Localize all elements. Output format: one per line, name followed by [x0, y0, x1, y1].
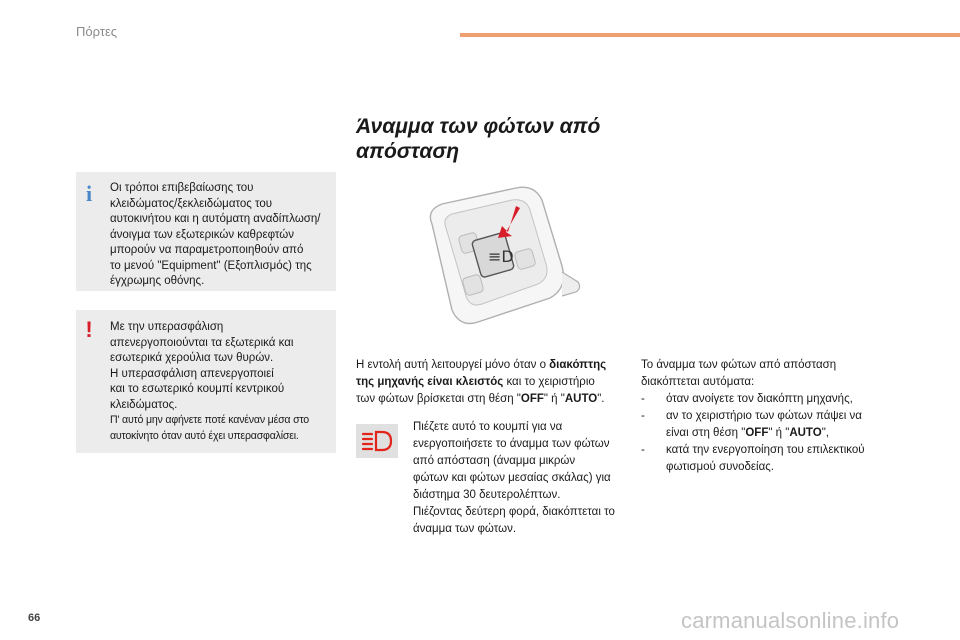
press-line: ενεργοποιήσετε το άναμμα των φώτων	[413, 438, 610, 450]
press-line: από απόσταση (άναμμα μικρών	[413, 455, 576, 467]
exclamation-icon: !	[85, 317, 93, 342]
info-text	[110, 181, 334, 290]
press-line: διάστημα 30 δευτερολέπτων.	[413, 489, 561, 501]
list-item-text: φωτισμού συνοδείας.	[666, 461, 774, 473]
headlight-button-box	[356, 424, 398, 458]
warning-line: εσωτερικά χερούλια των θυρών.	[110, 352, 274, 364]
press-button-paragraph	[413, 419, 627, 538]
warning-line: απενεργοποιούνται τα εξωτερικά και	[110, 336, 294, 349]
auto-label: AUTO	[789, 427, 822, 439]
warning-text	[110, 320, 336, 444]
list-dash: -	[641, 410, 645, 422]
press-line: Πιέζοντας δεύτερη φορά, διακόπτεται το	[413, 506, 615, 518]
list-item-text: κατά την ενεργοποίηση του επιλεκτικού	[666, 444, 865, 456]
intro-bold-part: διακόπτης	[549, 359, 607, 371]
info-line: έγχρωμης οθόνης.	[110, 275, 205, 287]
auto-off-paragraph	[641, 357, 891, 476]
list-item-text: ",	[821, 427, 829, 439]
section-title-line-2: απόσταση	[356, 140, 460, 163]
list-item-text: όταν ανοίγετε τον διακόπτη μηχανής,	[666, 393, 853, 405]
info-line: άνοιγμα των εξωτερικών καθρεφτών	[110, 228, 294, 241]
warning-line: και το εσωτερικό κουμπί κεντρικού	[110, 383, 285, 395]
header-rule	[460, 33, 960, 37]
warning-small-line: Π' αυτό μην αφήνετε ποτέ κανέναν μέσα στο	[110, 414, 309, 426]
intro-text-part: των φώτων βρίσκεται στη θέση "	[356, 393, 521, 405]
watermark: carmanualsonline.info	[681, 608, 900, 633]
intro-text-part: και το χειριστήριο	[503, 376, 595, 388]
intro-bold-part: της μηχανής είναι κλειστός	[356, 376, 504, 388]
page-number: 66	[28, 612, 41, 624]
list-item	[641, 391, 891, 408]
list-item-text: αν το χειριστήριο των φώτων πάψει να	[666, 410, 862, 422]
warning-line: κλειδώματος.	[110, 398, 178, 411]
warning-small-line: αυτοκίνητο όταν αυτό έχει υπερασφαλίσει.	[110, 429, 299, 442]
intro-text-part: Η εντολή αυτή λειτουργεί μόνο όταν ο	[356, 359, 550, 371]
info-line: αυτοκινήτου και η αυτόματη αναδίπλωση/	[110, 213, 321, 225]
press-line: άναμμα των φώτων.	[413, 523, 517, 535]
list-dash: -	[641, 444, 645, 456]
list-item	[641, 408, 891, 442]
auto-label: AUTO	[564, 393, 598, 405]
warning-line: Η υπερασφάλιση απενεργοποιεί	[110, 367, 274, 380]
intro-text-part: ".	[597, 393, 605, 405]
off-label: OFF	[745, 427, 769, 439]
page-header-title: Πόρτες	[76, 24, 118, 39]
press-line: φώτων και φώτων μεσαίας σκάλας) για	[413, 472, 611, 484]
info-line: μπορούν να παραμετροποιηθούν από	[110, 244, 304, 256]
list-dash: -	[641, 393, 645, 405]
intro-paragraph	[356, 357, 624, 408]
remote-key-icon	[412, 180, 582, 326]
off-label: OFF	[520, 393, 544, 405]
press-line: Πιέζετε αυτό το κουμπί για να	[413, 421, 563, 433]
list-item-text: είναι στη θέση "	[666, 427, 746, 439]
list-item-text: " ή "	[768, 427, 790, 439]
intro-text-part: " ή "	[543, 393, 565, 405]
info-line: Οι τρόποι επιβεβαίωσης του	[110, 182, 254, 194]
headlight-icon	[356, 424, 398, 458]
info-line: κλειδώματος/ξεκλειδώματος του	[110, 197, 273, 210]
list-item	[641, 442, 891, 476]
info-line: το μενού "Equipment" (Εξοπλισμός) της	[110, 259, 312, 272]
svg-text:≡D: ≡D	[488, 247, 514, 266]
auto-off-line: Το άναμμα των φώτων από απόσταση	[641, 359, 837, 371]
section-title-line-1: Άναμμα των φώτων από	[356, 115, 601, 138]
section-title	[356, 114, 636, 164]
info-icon: i	[85, 181, 93, 206]
warning-line: Με την υπερασφάλιση	[110, 321, 224, 333]
auto-off-line: διακόπτεται αυτόματα:	[641, 376, 755, 388]
